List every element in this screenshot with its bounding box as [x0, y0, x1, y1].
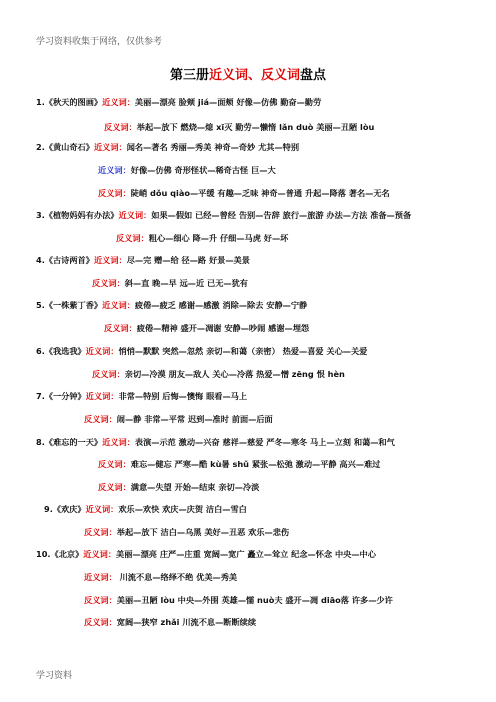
- lesson-title: 10.《北京》: [36, 549, 84, 559]
- title-suffix: 盘点: [300, 68, 327, 83]
- word-pairs: 亲切—冷漠 朋友—敌人 关心—冷落 热爱—憎 zēng 恨 hèn: [124, 369, 345, 379]
- word-type-label: 反义词：: [98, 459, 131, 469]
- word-line: [36, 548, 376, 560]
- word-line: [92, 277, 248, 289]
- word-pairs: 非常—特别 后悔—懊悔 眼看—马上: [118, 391, 248, 401]
- lesson-title: 4.《古诗两首》: [36, 255, 94, 265]
- word-type-label: 近义词：: [93, 255, 127, 265]
- word-pairs: 疲倦—精神 盛开—凋谢 安静—吵闹 感谢—埋怨: [136, 323, 310, 333]
- word-pairs: 悄悄—默默 突然—忽然 亲切—和蔼（亲密） 热爱—喜爱 关心—关爱: [118, 346, 368, 356]
- lesson-title: 1.《秋天的图画》: [36, 97, 103, 107]
- word-type-label: 近义词：: [85, 504, 119, 514]
- word-line: [44, 503, 247, 515]
- word-line: [36, 141, 299, 153]
- word-line: [92, 368, 345, 380]
- word-pairs: 尽—完 赠—给 径—路 好景—美景: [126, 255, 250, 265]
- word-type-label: 反义词：: [104, 323, 137, 333]
- word-type-label: 近义词：: [98, 165, 131, 175]
- word-line: [36, 209, 411, 221]
- page-title: [0, 64, 496, 83]
- title-highlight: 近义词、反义词: [208, 68, 300, 83]
- word-type-label: 近义词：: [102, 437, 135, 447]
- word-type-label: 反义词：: [84, 617, 117, 627]
- word-pairs: 如果—假如 已经—曾经 告别—告辞 旅行—旅游 办法—方法 准备—预备: [151, 210, 412, 220]
- word-line: [36, 299, 307, 311]
- word-line: [84, 413, 273, 425]
- word-line: [36, 254, 250, 266]
- word-pairs: 疲倦—疲乏 感谢—感激 消除—除去 安静—宁静: [134, 300, 308, 310]
- word-pairs: 川流不息—络绎不绝 优美—秀美: [116, 572, 238, 582]
- word-line: [98, 164, 276, 176]
- word-line: [36, 96, 321, 108]
- word-pairs: 闹—静 非常—平常 迟到—准时 前面—后面: [116, 414, 273, 424]
- word-type-label: 反义词：: [104, 122, 137, 132]
- word-pairs: 陡峭 dǒu qiào—平缓 有趣—乏味 神奇—普通 升起—降落 著名—无名: [130, 188, 390, 198]
- word-line: [104, 121, 374, 133]
- word-line: [116, 232, 288, 244]
- word-type-label: 反义词：: [98, 482, 131, 492]
- word-type-label: 反义词：: [92, 278, 125, 288]
- word-pairs: 美丽—丑陋 lòu 中央—外围 英雄—懦 nuò夫 盛开—凋 diāo落 许多—少许: [116, 595, 393, 605]
- word-type-label: 近义词：: [118, 210, 152, 220]
- word-pairs: 满意—失望 开始—结束 亲切—冷淡: [130, 482, 260, 492]
- lesson-title: 7.《一分钟》: [36, 391, 86, 401]
- word-type-label: 近义词：: [84, 572, 117, 582]
- word-pairs: 欢乐—欢快 欢庆—庆贺 洁白—雪白: [118, 504, 247, 514]
- word-pairs: 美丽—漂亮 脸颊 jiá—面颊 好像—仿佛 勤奋—勤劳: [134, 97, 322, 107]
- word-pairs: 举起—放下 洁白—乌黑 美好—丑恶 欢乐—悲伤: [116, 527, 290, 537]
- word-pairs: 宽阔—狭窄 zhǎi 川流不息—断断续续: [116, 617, 257, 627]
- word-line: [84, 526, 289, 538]
- lesson-title: 6.《我选我》: [36, 346, 86, 356]
- word-pairs: 闻名—著名 秀丽—秀美 神奇—奇妙 尤其—特别: [126, 142, 300, 152]
- word-type-label: 近义词：: [102, 97, 135, 107]
- word-line: [98, 481, 259, 493]
- word-line: [104, 322, 309, 334]
- word-type-label: 反义词：: [116, 233, 149, 243]
- lesson-title: 2.《黄山奇石》: [36, 142, 94, 152]
- lesson-title: 9.《欢庆》: [44, 504, 86, 514]
- word-pairs: 好像—仿佛 奇形怪状—稀奇古怪 巨—大: [130, 165, 276, 175]
- word-type-label: 近义词：: [85, 346, 119, 356]
- word-pairs: 举起—放下 燃烧—熄 xī灭 勤劳—懒惰 lǎn duò 美丽—丑陋 lòu: [136, 122, 375, 132]
- word-type-label: 近义词：: [83, 549, 117, 559]
- lesson-title: 3.《植物妈妈有办法》: [36, 210, 119, 220]
- word-type-label: 近义词：: [102, 300, 135, 310]
- title-prefix: 第三册: [169, 68, 209, 83]
- lesson-title: 5.《一株紫丁香》: [36, 300, 103, 310]
- word-line: [98, 458, 380, 470]
- word-line: [36, 345, 367, 357]
- word-type-label: 近义词：: [85, 391, 119, 401]
- word-type-label: 反义词：: [84, 414, 117, 424]
- page-footer: 学习资料: [36, 671, 73, 681]
- word-pairs: 表演—示范 激动—兴奋 慈祥—慈爱 严冬—寒冬 马上—立刻 和蔼—和气: [134, 437, 395, 447]
- word-line: [84, 594, 393, 606]
- word-line: [36, 436, 395, 448]
- word-line: [84, 571, 237, 583]
- word-pairs: 难忘—健忘 严寒—酷 kù暑 shǔ 紧张—松弛 激动—平静 高兴—难过: [130, 459, 381, 469]
- word-pairs: 美丽—漂亮 庄严—庄重 宽阔—宽广 矗立—耸立 纪念—怀念 中央—中心: [116, 549, 376, 559]
- word-line: [98, 187, 390, 199]
- word-pairs: 粗心—细心 降—升 仔细—马虎 好—坏: [148, 233, 289, 243]
- page-header: 学习资料收集于网络，仅供参考: [36, 37, 163, 47]
- word-line: [84, 616, 256, 628]
- word-line: [36, 390, 247, 402]
- word-type-label: 反义词：: [84, 527, 117, 537]
- lesson-title: 8.《难忘的一天》: [36, 437, 103, 447]
- word-pairs: 斜—直 晚—早 远—近 已无—犹有: [124, 278, 248, 288]
- word-type-label: 反义词：: [92, 369, 125, 379]
- word-type-label: 反义词：: [84, 595, 117, 605]
- word-type-label: 近义词：: [93, 142, 127, 152]
- word-type-label: 反义词：: [98, 188, 131, 198]
